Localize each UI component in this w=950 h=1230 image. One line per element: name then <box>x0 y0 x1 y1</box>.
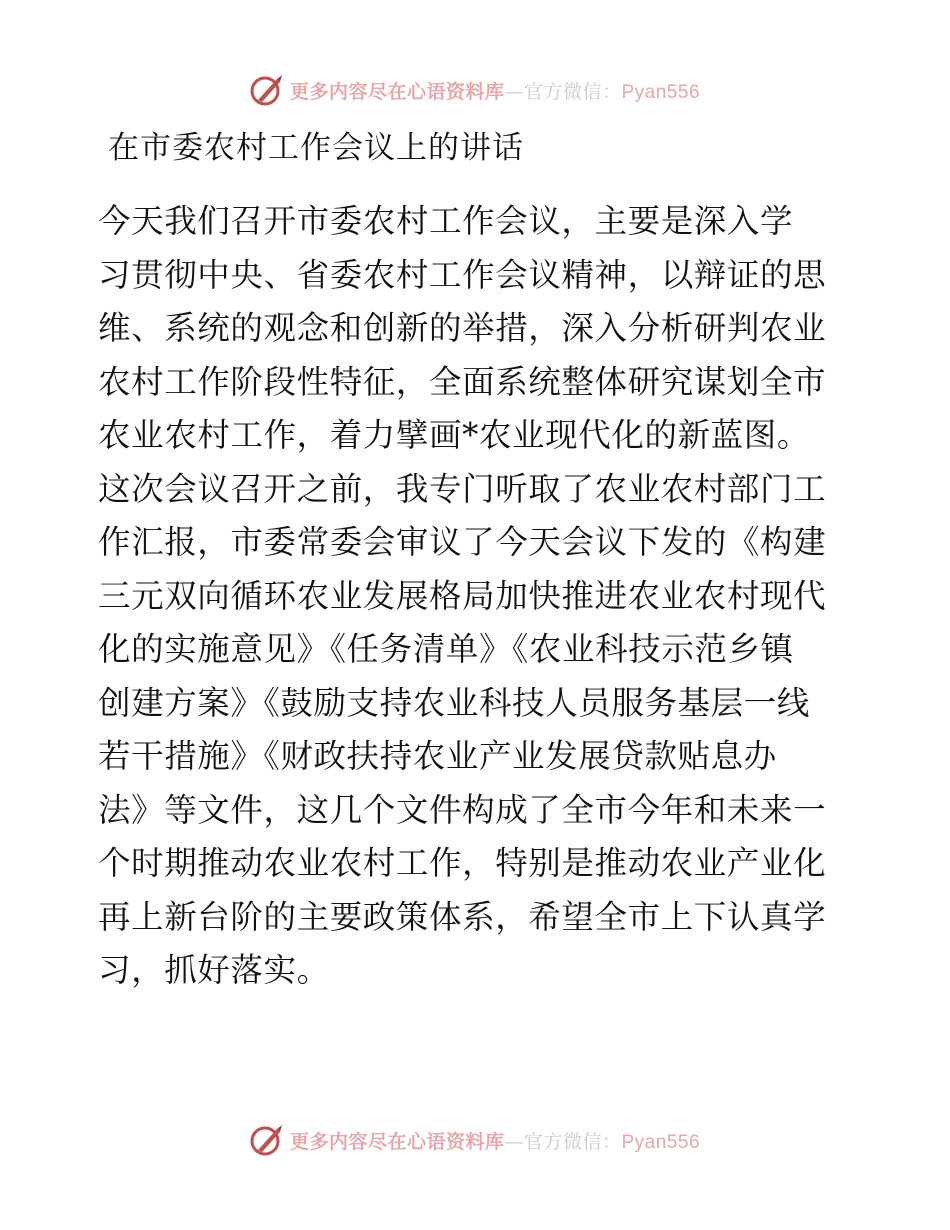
body-line: 农村工作阶段性特征，全面系统整体研究谋划全市 <box>98 362 827 401</box>
watermark-official: 官方微信： <box>523 1130 622 1153</box>
body-line: 化的实施意见》《任务清单》《农业科技示范乡镇 <box>98 630 794 668</box>
body-line: 个时期推动农业农村工作，特别是推动农业产业化 <box>98 844 827 882</box>
watermark-official: 官方微信： <box>523 80 622 103</box>
document-body <box>98 195 858 998</box>
watermark-handle: Pyan556 <box>621 81 701 103</box>
body-line: 习，抓好落实。 <box>98 951 330 989</box>
watermark-text <box>290 1127 700 1154</box>
footer-watermark <box>0 1122 950 1158</box>
watermark-brand: 更多内容尽在心语资料库 <box>289 80 505 103</box>
body-line: 今天我们召开市委农村工作会议，主要是深入学 <box>98 202 794 240</box>
body-line: 作汇报，市委常委会审议了今天会议下发的《构建 <box>98 523 827 561</box>
watermark-dash: — <box>504 1130 524 1153</box>
body-line: 若干措施》《财政扶持农业产业发展贷款贴息办 <box>98 737 777 775</box>
body-line: 农业农村工作，着力擘画*农业现代化的新蓝图。 <box>98 416 810 454</box>
watermark-handle: Pyan556 <box>621 1131 701 1153</box>
body-line: 习贯彻中央、省委农村工作会议精神，以辩证的思 <box>98 255 827 294</box>
quill-logo-icon <box>250 73 284 107</box>
body-line: 这次会议召开之前，我专门听取了农业农村部门工 <box>98 469 827 508</box>
document-title: 在市委农村工作会议上的讲话 <box>108 130 524 166</box>
body-line: 创建方案》《鼓励支持农业科技人员服务基层一线 <box>98 683 810 722</box>
watermark-dash: — <box>504 80 524 103</box>
header-watermark <box>0 72 950 108</box>
body-line: 三元双向循环农业发展格局加快推进农业农村现代 <box>98 576 827 615</box>
body-line: 法》等文件，这几个文件构成了全市今年和未来一 <box>98 790 827 829</box>
watermark-brand: 更多内容尽在心语资料库 <box>289 1130 505 1153</box>
body-line: 维、系统的观念和创新的举措，深入分析研判农业 <box>98 309 827 347</box>
watermark-text <box>290 77 700 104</box>
quill-logo-icon <box>250 1123 284 1157</box>
body-line: 再上新台阶的主要政策体系，希望全市上下认真学 <box>98 897 827 936</box>
